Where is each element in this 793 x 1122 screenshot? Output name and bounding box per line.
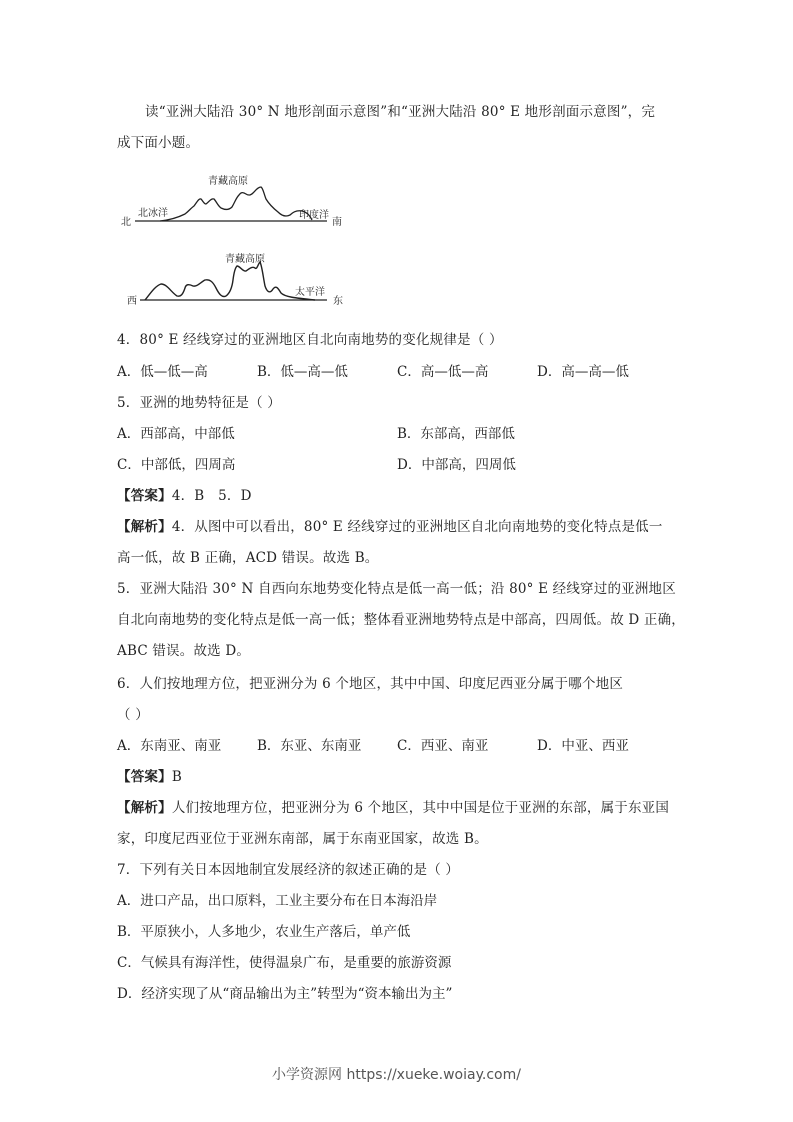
analysis-4-5-line-3: 5．亚洲大陆沿 30° N 自西向东地势变化特点是低一高一低；沿 80° E 经线穿过的亚洲地区 <box>117 581 676 597</box>
analysis-4-5-line-5: ABC 错误。故选 D。 <box>117 643 251 659</box>
q5-option-c[interactable]: C．中部低，四周高 <box>117 457 236 473</box>
arctic-ocean-label: 北冰洋 <box>138 208 168 219</box>
east-label: 东 <box>333 296 343 307</box>
q6-option-c[interactable]: C．西亚、南亚 <box>397 738 489 754</box>
q6-option-b[interactable]: B．东亚、东南亚 <box>257 738 362 754</box>
question-5-stem: 5．亚洲的地势特征是（ ） <box>117 395 281 411</box>
footer-watermark: 小学资源网 https://xueke.woiay.com/ <box>272 1067 521 1083</box>
q4-option-a[interactable]: A．低—低—高 <box>117 364 208 380</box>
q5-option-b[interactable]: B．东部高，西部低 <box>397 426 515 442</box>
q6-option-d[interactable]: D．中亚、西亚 <box>537 738 629 754</box>
q4-option-b[interactable]: B．低—高—低 <box>257 364 348 380</box>
intro-line-1: 读“亚洲大陆沿 30° N 地形剖面示意图”和“亚洲大陆沿 80° E 地形剖面示意图”，完 <box>145 104 656 120</box>
q7-option-a[interactable]: A．进口产品，出口原料，工业主要分布在日本海沿岸 <box>117 893 438 909</box>
q5-option-a[interactable]: A．西部高，中部低 <box>117 426 235 442</box>
answer-label: 【答案】 <box>117 488 172 504</box>
answer-6 <box>117 767 182 787</box>
question-6-stem-2: （ ） <box>117 707 149 723</box>
intro-line-2: 成下面小题。 <box>117 135 200 151</box>
q7-option-d[interactable]: D．经济实现了从“商品输出为主”转型为“资本输出为主” <box>117 986 453 1002</box>
analysis-text: 4．从图中可以看出，80° E 经线穿过的亚洲地区自北向南地势的变化特点是低一 <box>171 519 663 535</box>
analysis-6-line-2: 家，印度尼西亚位于亚洲东南部，属于东南亚国家，故选 B。 <box>117 831 488 847</box>
analysis-4-5-line-2: 高一低，故 B 正确，ACD 错误。故选 B。 <box>117 550 379 566</box>
tibet-plateau-label: 青藏高原 <box>208 176 248 187</box>
question-7-stem: 7．下列有关日本因地制宜发展经济的叙述正确的是（ ） <box>117 862 460 878</box>
answer-4-5 <box>117 486 252 506</box>
answer-text: 4．B 5．D <box>171 488 252 504</box>
answer-label: 【答案】 <box>117 769 172 785</box>
tibet-plateau-label-2: 青藏高原 <box>225 254 265 265</box>
analysis-4-5-line-1 <box>117 517 663 537</box>
profile-diagram-80e <box>115 168 355 230</box>
q5-option-d[interactable]: D．中部高，四周低 <box>397 457 516 473</box>
analysis-6-line-1 <box>117 798 669 818</box>
answer-text: B <box>171 769 182 785</box>
analysis-label: 【解析】 <box>117 519 172 535</box>
south-label: 南 <box>332 217 342 228</box>
pacific-ocean-label: 太平洋 <box>295 287 325 298</box>
question-4-stem: 4．80° E 经线穿过的亚洲地区自北向南地势的变化规律是（ ） <box>117 332 503 348</box>
west-label: 西 <box>127 296 137 307</box>
question-6-stem: 6．人们按地理方位，把亚洲分为 6 个地区，其中中国、印度尼西亚分属于哪个地区 <box>117 676 624 692</box>
north-label: 北 <box>121 217 131 228</box>
q7-option-c[interactable]: C．气候具有海洋性，使得温泉广布，是重要的旅游资源 <box>117 955 452 971</box>
analysis-text: 人们按地理方位，把亚洲分为 6 个地区，其中中国是位于亚洲的东部，属于东亚国 <box>171 800 670 816</box>
q6-option-a[interactable]: A．东南亚、南亚 <box>117 738 222 754</box>
analysis-4-5-line-4: 自北向南地势的变化特点是低一高一低；整体看亚洲地势特点是中部高，四周低。故 D 正确， <box>117 612 686 628</box>
q4-option-c[interactable]: C．高—低—高 <box>397 364 489 380</box>
q4-option-d[interactable]: D．高—高—低 <box>537 364 629 380</box>
analysis-label: 【解析】 <box>117 800 172 816</box>
profile-diagram-30n <box>115 250 355 312</box>
indian-ocean-label: 印度洋 <box>299 210 329 221</box>
q7-option-b[interactable]: B．平原狭小，人多地少，农业生产落后，单产低 <box>117 924 411 940</box>
